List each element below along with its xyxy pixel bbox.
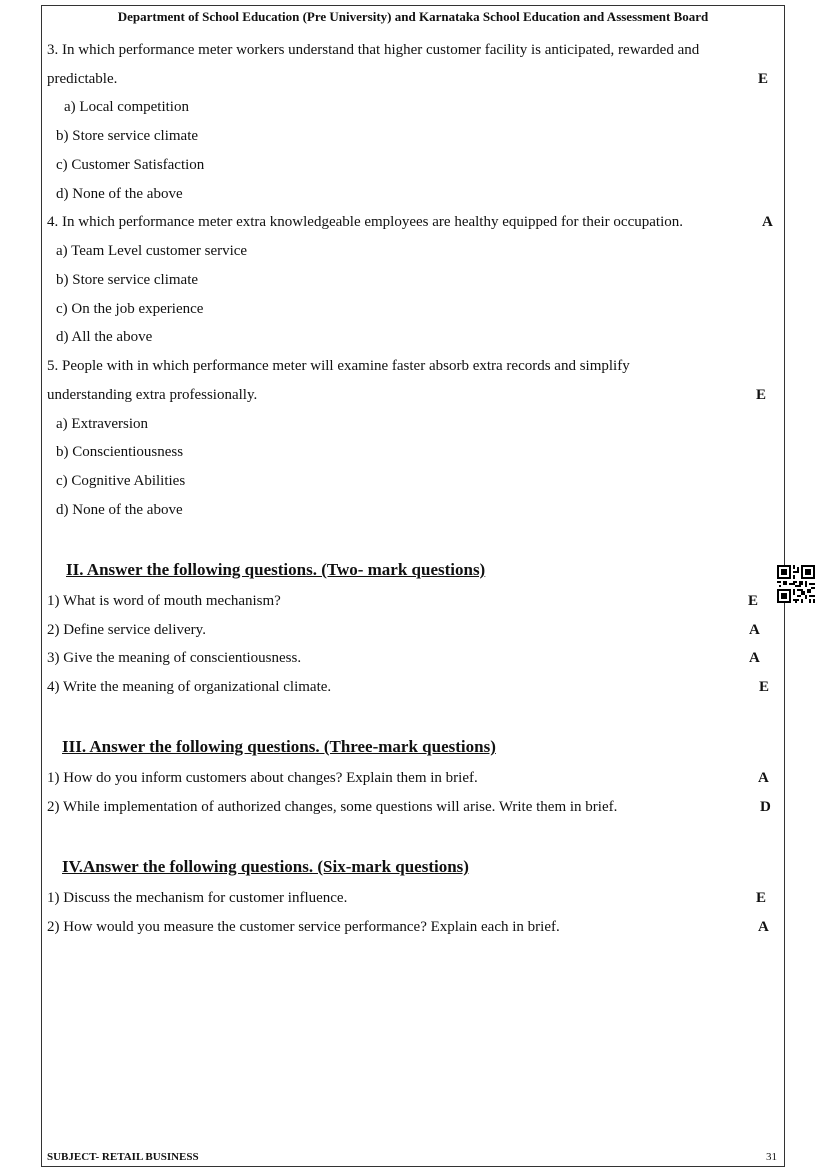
section-iii-title: III. Answer the following questions. (Three-mark questions) [62,737,496,756]
option-5b: b) Conscientiousness [56,444,184,460]
question-5-level: E [756,387,767,403]
section-iv-title: IV.Answer the following questions. (Six-mark questions) [62,857,469,876]
section-ii-question-1-level: E [748,593,759,609]
qr-code-icon [777,565,815,603]
section-iv-question-2: 2) How would you measure the customer service performance? Explain each in brief. [47,919,560,935]
option-5c: c) Cognitive Abilities [56,473,186,489]
page-header: Department of School Education (Pre University) and Karnataka School Education and Assessment Board [117,9,709,24]
option-3b: b) Store service climate [56,128,199,144]
option-4b: b) Store service climate [56,272,199,288]
section-ii-title: II. Answer the following questions. (Two- mark questions) [66,560,486,579]
option-5d: d) None of the above [56,502,183,518]
question-3-text: 3. In which performance meter workers understand that higher customer facility is anticipated, rewarded and [47,42,700,58]
option-5a: a) Extraversion [56,416,149,432]
section-iii-question-2-level: D [760,799,771,815]
option-3a: a) Local competition [64,99,189,115]
section-ii-question-3-level: A [749,650,760,666]
option-4a: a) Team Level customer service [56,243,248,259]
question-3-level: E [758,71,769,87]
section-ii-question-4-level: E [759,679,770,695]
section-iv-question-1: 1) Discuss the mechanism for customer influence. [47,890,348,906]
section-iii-question-1-level: A [758,770,769,786]
page-number: 31 [766,1151,777,1163]
option-4d: d) All the above [56,329,153,345]
section-iv-question-1-level: E [756,890,767,906]
question-5-text: 5. People with in which performance meter will examine faster absorb extra records and simplify [47,358,630,374]
section-iii-question-1: 1) How do you inform customers about changes? Explain them in brief. [47,770,478,786]
section-ii-question-2-level: A [749,622,760,638]
section-ii-question-1: 1) What is word of mouth mechanism? [47,593,281,609]
question-4-text: 4. In which performance meter extra knowledgeable employees are healthy equipped for their occupation. [47,214,683,230]
footer-subject: SUBJECT- RETAIL BUSINESS [47,1151,199,1163]
section-ii-question-3: 3) Give the meaning of conscientiousness. [47,650,302,666]
section-iii-question-2: 2) While implementation of authorized changes, some questions will arise. Write them in brief. [47,799,618,815]
section-iv-question-2-level: A [758,919,769,935]
option-4c: c) On the job experience [56,301,204,317]
section-ii-question-4: 4) Write the meaning of organizational climate. [47,679,332,695]
question-3-text-cont: predictable. [47,71,118,87]
option-3c: c) Customer Satisfaction [56,157,205,173]
page-border [41,5,785,1167]
option-3d: d) None of the above [56,186,183,202]
question-5-text-cont: understanding extra professionally. [47,387,258,403]
section-ii-question-2: 2) Define service delivery. [47,622,206,638]
question-4-level: A [762,214,773,230]
